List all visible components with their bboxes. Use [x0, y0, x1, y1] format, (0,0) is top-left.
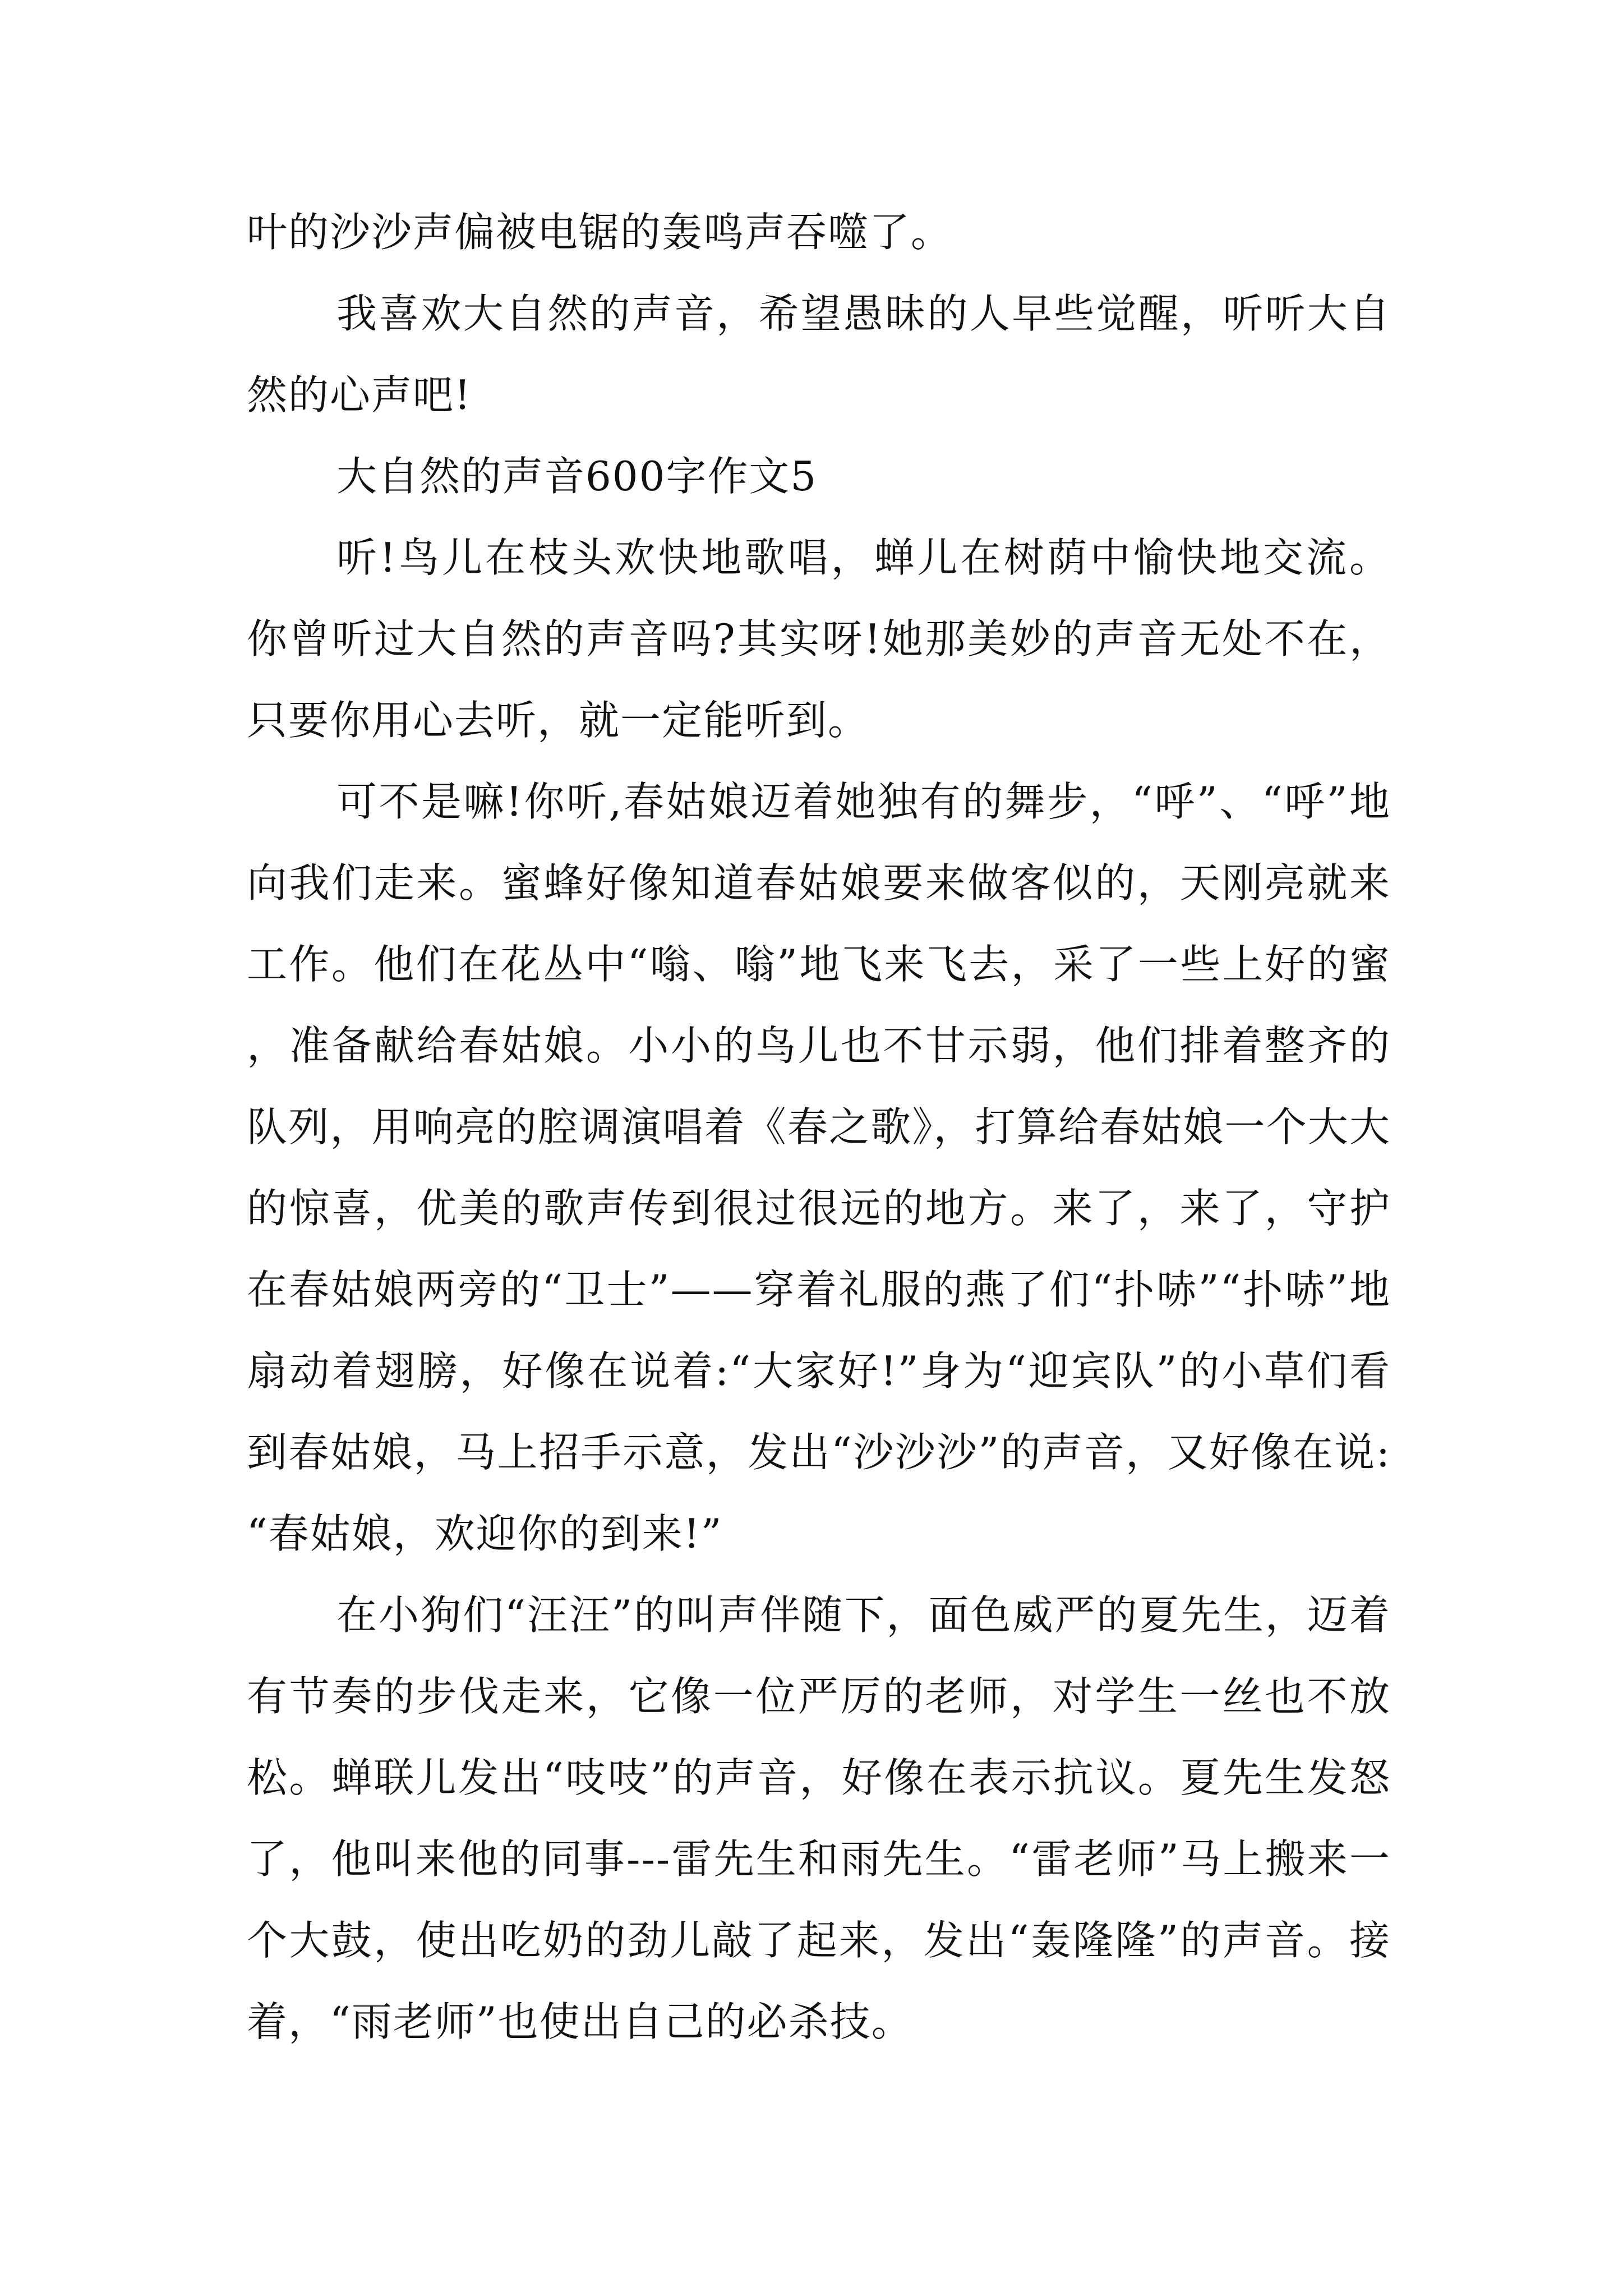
body-text: [247, 192, 1391, 2063]
paragraph-summer: 在小狗们“汪汪”的叫声伴随下，面色威严的夏先生，迈着有节奏的步伐走来，它像一位严厉的老师，对学生一丝也不放松。蝉联儿发出“吱吱”的声音，好像在表示抗议。夏先生发怒了，他叫来他的同事---雷先生和雨先生。“雷老师”马上搬来一个大鼓，使出吃奶的劲儿敲了起来，发出“轰隆隆”的声音。接着，“雨老师”也使出自己的必杀技。: [247, 1591, 1391, 2045]
essay-heading: 大自然的声音600字作文5: [336, 453, 818, 500]
paragraph-spring: 可不是嘛!你听,春姑娘迈着她独有的舞步，“呼”、“呼”地向我们走来。蜜蜂好像知道春姑娘要来做客似的，天刚亮就来工作。他们在花丛中“嗡、嗡”地飞来飞去，采了一些上好的蜜，准备献给春姑娘。小小的鸟儿也不甘示弱，他们排着整齐的队列，用响亮的腔调演唱着《春之歌》，打算给春姑娘一个大大的惊喜，优美的歌声传到很过很远的地方。来了，来了，守护在春姑娘两旁的“卫士”——穿着礼服的燕了们“扑哧”“扑哧”地扇动着翅膀，好像在说着:“大家好!”身为“迎宾队”的小草们看到春姑娘，马上招手示意，发出“沙沙沙”的声音，又好像在说:“春姑娘，欢迎你的到来!”: [247, 778, 1391, 1557]
paragraph-intro: 听!鸟儿在枝头欢快地歌唱，蝉儿在树荫中愉快地交流。你曾听过大自然的声音吗?其实呀!她那美妙的声音无处不在，只要你用心去听，就一定能听到。: [247, 534, 1391, 744]
paragraph-continuation: 叶的沙沙声偏被电锯的轰鸣声吞噬了。: [247, 209, 953, 256]
paragraph-closing: 我喜欢大自然的声音，希望愚昧的人早些觉醒，听听大自然的心声吧!: [247, 290, 1391, 418]
